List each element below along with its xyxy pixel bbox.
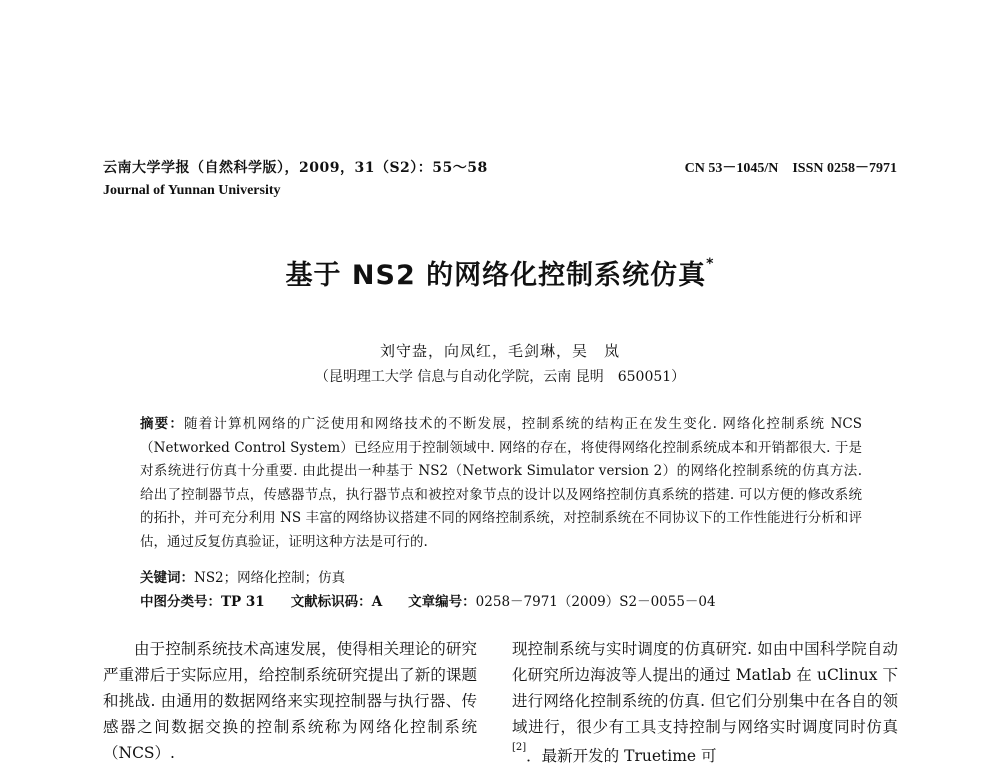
doc-code-value: A [371, 594, 383, 610]
article-number-value: 0258－7971（2009）S2－0055－04 [475, 594, 716, 610]
clc-label: 中图分类号： [140, 594, 221, 610]
abstract [140, 413, 862, 554]
journal-issn: CN 53－1045/N ISSN 0258－7971 [684, 161, 897, 176]
body-left-column: 由于控制系统技术高速发展，使得相关理论的研究严重滞后于实际应用，给控制系统研究提出了新的课题和挑战. 由通用的数据网络来实现控制器与执行器、传感器之间数据交换的控制系统称为网络化控制系统（NCS）. [103, 640, 477, 762]
doc-code-label: 文献标识码： [290, 594, 372, 610]
clc-value: TP 31 [221, 594, 265, 610]
right-column-tail: ．最新开发的 Truetime 可 [526, 747, 717, 766]
keywords-label: 关键词： [140, 570, 194, 586]
classification-line [140, 590, 716, 610]
right-column-text: 现控制系统与实时调度的仿真研究. 如由中国科学院自动化研究所边海波等人提出的通过 Matlab 在 uClinux 下进行网络化控制系统的仿真. 但它们分别集中在各自的领域进行，很少有工具支持控制与网络实时调度同时仿真 [512, 640, 898, 736]
paper-title [0, 253, 1000, 292]
paper-title-text: 基于 NS2 的网络化控制系统仿真 [285, 260, 707, 291]
reference-mark: [2] [512, 742, 527, 753]
author-list: 刘守盎，向凤红，毛剑琳，吴 岚 [379, 342, 620, 360]
abstract-label: 摘要： [140, 416, 185, 432]
affiliation: （昆明理工大学 信息与自动化学院，云南 昆明 650051） [314, 369, 686, 385]
body-right-column [512, 636, 898, 769]
title-footnote-mark: * [706, 256, 715, 272]
keywords [140, 566, 345, 586]
journal-citation-cn: 云南大学学报（自然科学版），2009，31（S2）：55～58 [103, 160, 488, 176]
journal-name-en: Journal of Yunnan University [103, 183, 281, 198]
abstract-text: 随着计算机网络的广泛使用和网络技术的不断发展，控制系统的结构正在发生变化. 网络化控制系统 NCS（Networked Control System）已经应用于控制领域中. 网络的存在，将使得网络化控制系统成本和开销都很大. 于是对系统进行仿真十分重要. 由此提出一种基于 NS2（Network Simulator version 2）的网络化控制系统的仿真方法. 给出了控制器节点，传感器节点，执行器节点和被控对象节点的设计以及网络控制仿真系统的搭建. 可以方便的修改系统的拓扑，并可充分利用 NS 丰富的网络协议搭建不同的网络控制系统，对控制系统在不同协议下的工作性能进行分析和评估，通过反复仿真验证，证明这种方法是可行的. [140, 416, 862, 550]
keywords-text: NS2；网络化控制；仿真 [194, 570, 346, 586]
article-number-label: 文章编号： [408, 594, 476, 610]
